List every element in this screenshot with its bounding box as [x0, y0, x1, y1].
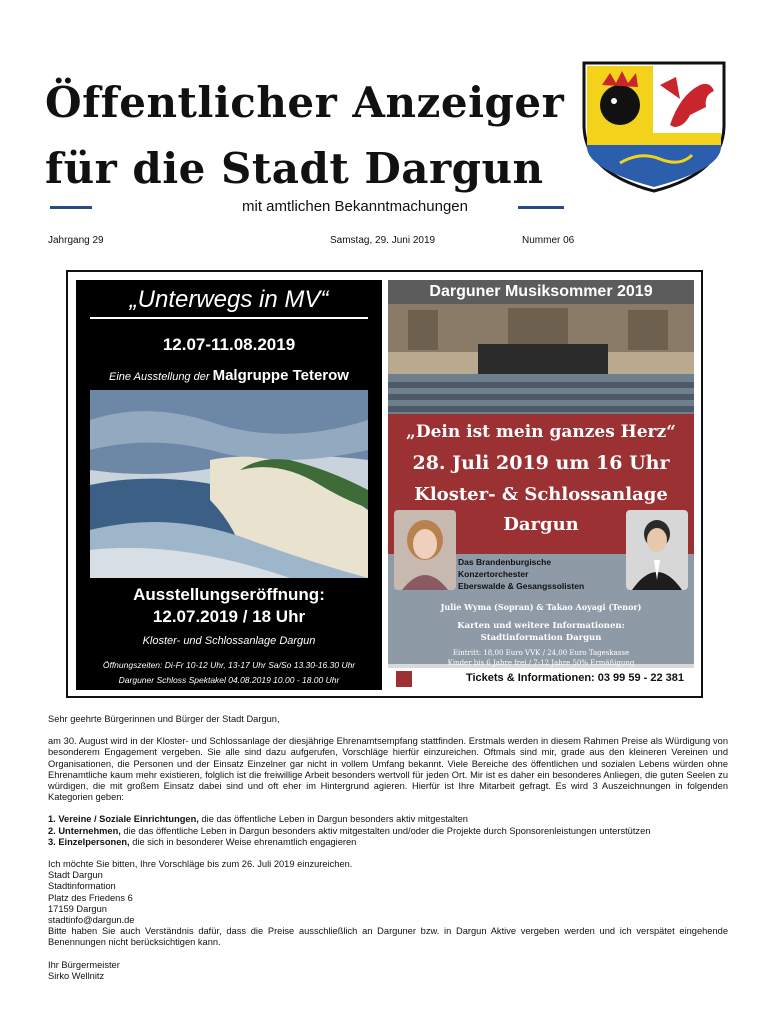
exhibition-organizer-name: Malgruppe Teterow: [212, 367, 349, 384]
issue-volume: Jahrgang 29: [48, 235, 104, 246]
signature-name: Sirko Wellnitz: [48, 970, 105, 981]
address-line4: 17159 Dargun: [48, 903, 107, 914]
soloists: Julie Wyma (Sopran) & Takao Aoyagi (Tenor): [440, 602, 642, 612]
address-line1: Stadt Dargun: [48, 870, 103, 881]
exhibition-title-underline: [90, 317, 368, 319]
award-category-2-text: die das öffentliche Leben in Dargun besonders aktiv mitgestalten und/oder die Projekte durch Sponsorenleistungen unterstützen: [120, 825, 651, 836]
award-category-1-title: 1. Vereine / Soziale Einrichtungen,: [48, 814, 199, 825]
award-category-2: [48, 826, 728, 837]
seascape-painting: [90, 390, 368, 578]
letter-paragraph: am 30. August wird in der Kloster- und Schlossanlage der diesjährige Ehrenamtsempfang stattfinden. Erstmals werden in diesem Rahmen Preise als Würdigung von besonderem Engagement vergeben. Sie alle sind dazu aufgerufen, Vorschläge hierfür einzureichen. Oftmals sind mir, grade aus den kleineren Vereinen und Organisationen, die Personen und der Einsatz Einzelner gar nicht in vollem Umfang bekannt. Viele Bereiche des öffentlichen und sozialen Lebens würden ohne Ehrenamtliche kaum mehr existieren, folglich ist die freiwillige Arbeit besonders wertvoll für jeden Ort. Mir ist es daher ein besonderes Anliegen, die guten Seelen zu würdigen, die mit großem Einsatz dabei sind und oft eher im Hintergrund agieren. Hierfür ist Ihre Mitarbeit gefragt. Es wird 3 Auszeichnungen in folgenden Kategorien geben:: [48, 736, 728, 803]
exhibition-organizer-prefix: Eine Ausstellung der: [109, 371, 210, 383]
address-line3: Platz des Friedens 6: [48, 892, 133, 903]
award-category-3: [48, 837, 728, 848]
signature-title: Ihr Bürgermeister: [48, 959, 120, 970]
concert-venue: Kloster- & Schlossanlage: [414, 484, 668, 505]
organizer-logo-icon: [396, 671, 412, 687]
award-category-3-title: 3. Einzelpersonen,: [48, 836, 130, 847]
orchestra-line3: Eberswalde & Gesangssolisten: [458, 581, 585, 591]
award-category-1: [48, 814, 728, 825]
soprano-portrait: [394, 510, 456, 590]
orchestra-line2: Konzertorchester: [458, 569, 529, 579]
issue-number: Nummer 06: [522, 235, 575, 246]
concert-poster: [388, 280, 694, 690]
submission-request: Ich möchte Sie bitten, Ihre Vorschläge bis zum 26. Juli 2019 einzureichen.: [48, 859, 353, 870]
divider-left: [50, 206, 92, 209]
ticket-prices-line1: Eintritt: 18,00 Euro VVK / 24,00 Euro Tageskasse: [452, 649, 630, 657]
ticket-prices: [388, 648, 694, 668]
poster-frame: [66, 270, 703, 698]
award-category-1-text: die das öffentliche Leben in Dargun besonders aktiv mitgestalten: [198, 814, 468, 825]
masthead-subtitle: mit amtlichen Bekanntmachungen: [242, 198, 468, 215]
masthead-title-line2: für die Stadt Dargun: [45, 144, 544, 193]
concert-photo: [388, 304, 694, 414]
concert-quote: „Dein ist mein ganzes Herz“: [406, 422, 676, 442]
ticket-prices-line2: Kinder bis 6 Jahre frei / 7-12 Jahre 50% Ermäßigung: [447, 659, 635, 667]
tenor-portrait: [626, 510, 688, 590]
mayor-letter: [48, 714, 728, 982]
address-line2: Stadtinformation: [48, 881, 116, 892]
spektakel-note: Darguner Schloss Spektakel 04.08.2019 10.00 - 18.00 Uhr: [118, 675, 340, 685]
ticket-info-heading: [388, 620, 694, 644]
opening-label: Ausstellungseröffnung:: [133, 585, 325, 604]
issue-date: Samstag, 29. Juni 2019: [330, 235, 436, 246]
coat-of-arms-icon: [580, 55, 728, 195]
award-category-2-title: 2. Unternehmen,: [48, 825, 121, 836]
opening-date: 12.07.2019 / 18 Uhr: [152, 607, 306, 626]
ticket-info-line2: Stadtinformation Dargun: [480, 633, 602, 643]
concert-town: Dargun: [503, 514, 579, 535]
orchestra-text: [458, 556, 624, 592]
exhibition-dates: 12.07-11.08.2019: [162, 335, 296, 354]
ticket-info-line1: Karten und weitere Informationen:: [457, 621, 625, 631]
concert-date: 28. Juli 2019 um 16 Uhr: [412, 452, 670, 474]
email-link[interactable]: stadtinfo@dargun.de: [48, 915, 135, 926]
letter-greeting: Sehr geehrte Bürgerinnen und Bürger der Stadt Dargun,: [48, 714, 280, 724]
exhibition-title: „Unterwegs in MV“: [129, 286, 329, 313]
letter-note: Bitte haben Sie auch Verständnis dafür, dass die Preise ausschließlich an Darguner bzw. in Dargun Aktive vergeben werden und ich verspätet eingehende Benennungen nicht berücksichtigen kann.: [48, 926, 728, 948]
exhibition-organizer: [76, 367, 382, 384]
masthead-title: [45, 70, 585, 202]
masthead-title-line1: Öffentlicher Anzeiger: [45, 78, 565, 127]
exhibition-venue: Kloster- und Schlossanlage Dargun: [142, 635, 316, 647]
orchestra-line1: Das Brandenburgische: [458, 557, 552, 567]
opening-hours: Öffnungszeiten: Di-Fr 10-12 Uhr, 13-17 Uhr Sa/So 13.30-16.30 Uhr: [102, 660, 356, 670]
ticket-hotline: Tickets & Informationen: 03 99 59 - 22 381: [465, 672, 684, 684]
exhibition-poster: [76, 280, 382, 690]
concert-footer: [388, 668, 694, 690]
award-category-3-text: die sich in besonderer Weise ehrenamtlich engagieren: [129, 836, 357, 847]
concert-header: Darguner Musiksommer 2019: [388, 280, 694, 304]
